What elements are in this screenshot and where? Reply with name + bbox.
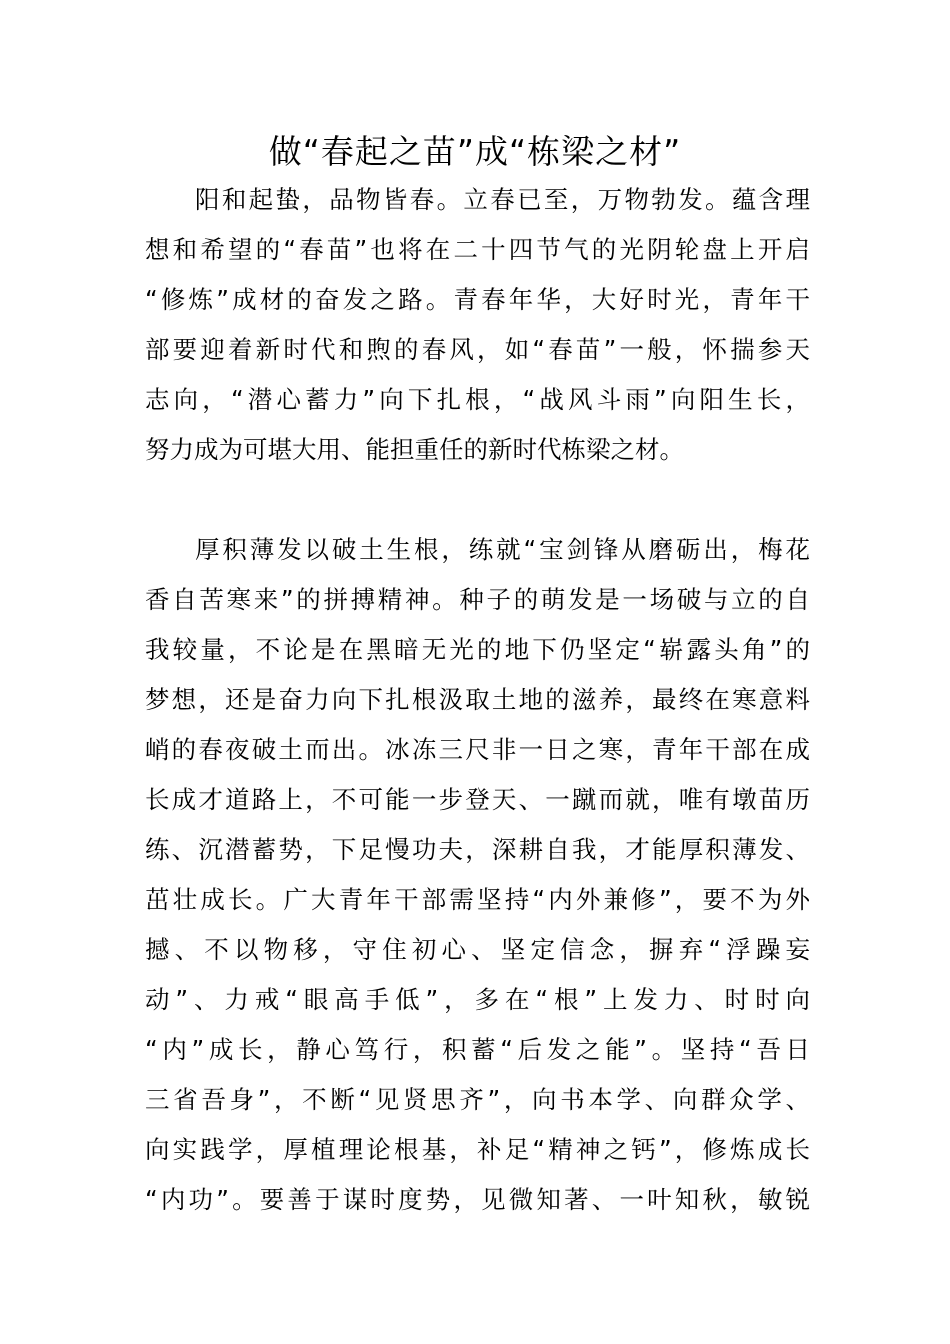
paragraph-line: 梦想，还是奋力向下扎根汲取土地的滋养，最终在寒意料: [145, 685, 810, 714]
paragraph-line: “修炼”成材的奋发之路。青春年华，大好时光，青年干: [145, 285, 810, 314]
paragraph-line: 向实践学，厚植理论根基，补足“精神之钙”，修炼成长: [145, 1135, 810, 1164]
paragraph-line: 动”、力戒“眼高手低”，多在“根”上发力、时时向: [145, 985, 810, 1014]
paragraph-line: 阳和起蛰，品物皆春。立春已至，万物勃发。蕴含理: [195, 185, 810, 214]
paragraph-line: “内”成长，静心笃行，积蓄“后发之能”。坚持“吾日: [145, 1035, 810, 1064]
paragraph-2: [145, 525, 810, 1225]
paragraph-line: 茁壮成长。广大青年干部需坚持“内外兼修”，要不为外: [145, 885, 810, 914]
paragraph-line: 志向，“潜心蓄力”向下扎根，“战风斗雨”向阳生长，: [145, 385, 810, 414]
paragraph-line: 部要迎着新时代和煦的春风，如“春苗”一般，怀揣参天: [145, 335, 810, 364]
paragraph-line: 厚积薄发以破土生根，练就“宝剑锋从磨砺出，梅花: [195, 535, 810, 564]
paragraph-line: 练、沉潜蓄势，下足慢功夫，深耕自我，才能厚积薄发、: [145, 835, 810, 864]
paragraph-line: 峭的春夜破土而出。冰冻三尺非一日之寒，青年干部在成: [145, 735, 810, 764]
paragraph-line: 我较量，不论是在黑暗无光的地下仍坚定“崭露头角”的: [145, 635, 810, 664]
paragraph-line: 撼、不以物移，守住初心、坚定信念，摒弃“浮躁妄: [145, 935, 810, 964]
paragraph-line: 三省吾身”，不断“见贤思齐”，向书本学、向群众学、: [145, 1085, 810, 1114]
paragraph-line: “内功”。要善于谋时度势，见微知著、一叶知秋，敏锐: [145, 1185, 810, 1214]
paragraph-1: [145, 175, 810, 475]
paragraph-line: 长成才道路上，不可能一步登天、一蹴而就，唯有墩苗历: [145, 785, 810, 814]
paragraph-line: 想和希望的“春苗”也将在二十四节气的光阴轮盘上开启: [145, 235, 810, 264]
document-title: 做“春起之苗”成“栋梁之材”: [268, 132, 682, 171]
paragraph-line: 香自苦寒来”的拼搏精神。种子的萌发是一场破与立的自: [145, 585, 810, 614]
paragraph-line: 努力成为可堪大用、能担重任的新时代栋梁之材。: [145, 435, 684, 464]
